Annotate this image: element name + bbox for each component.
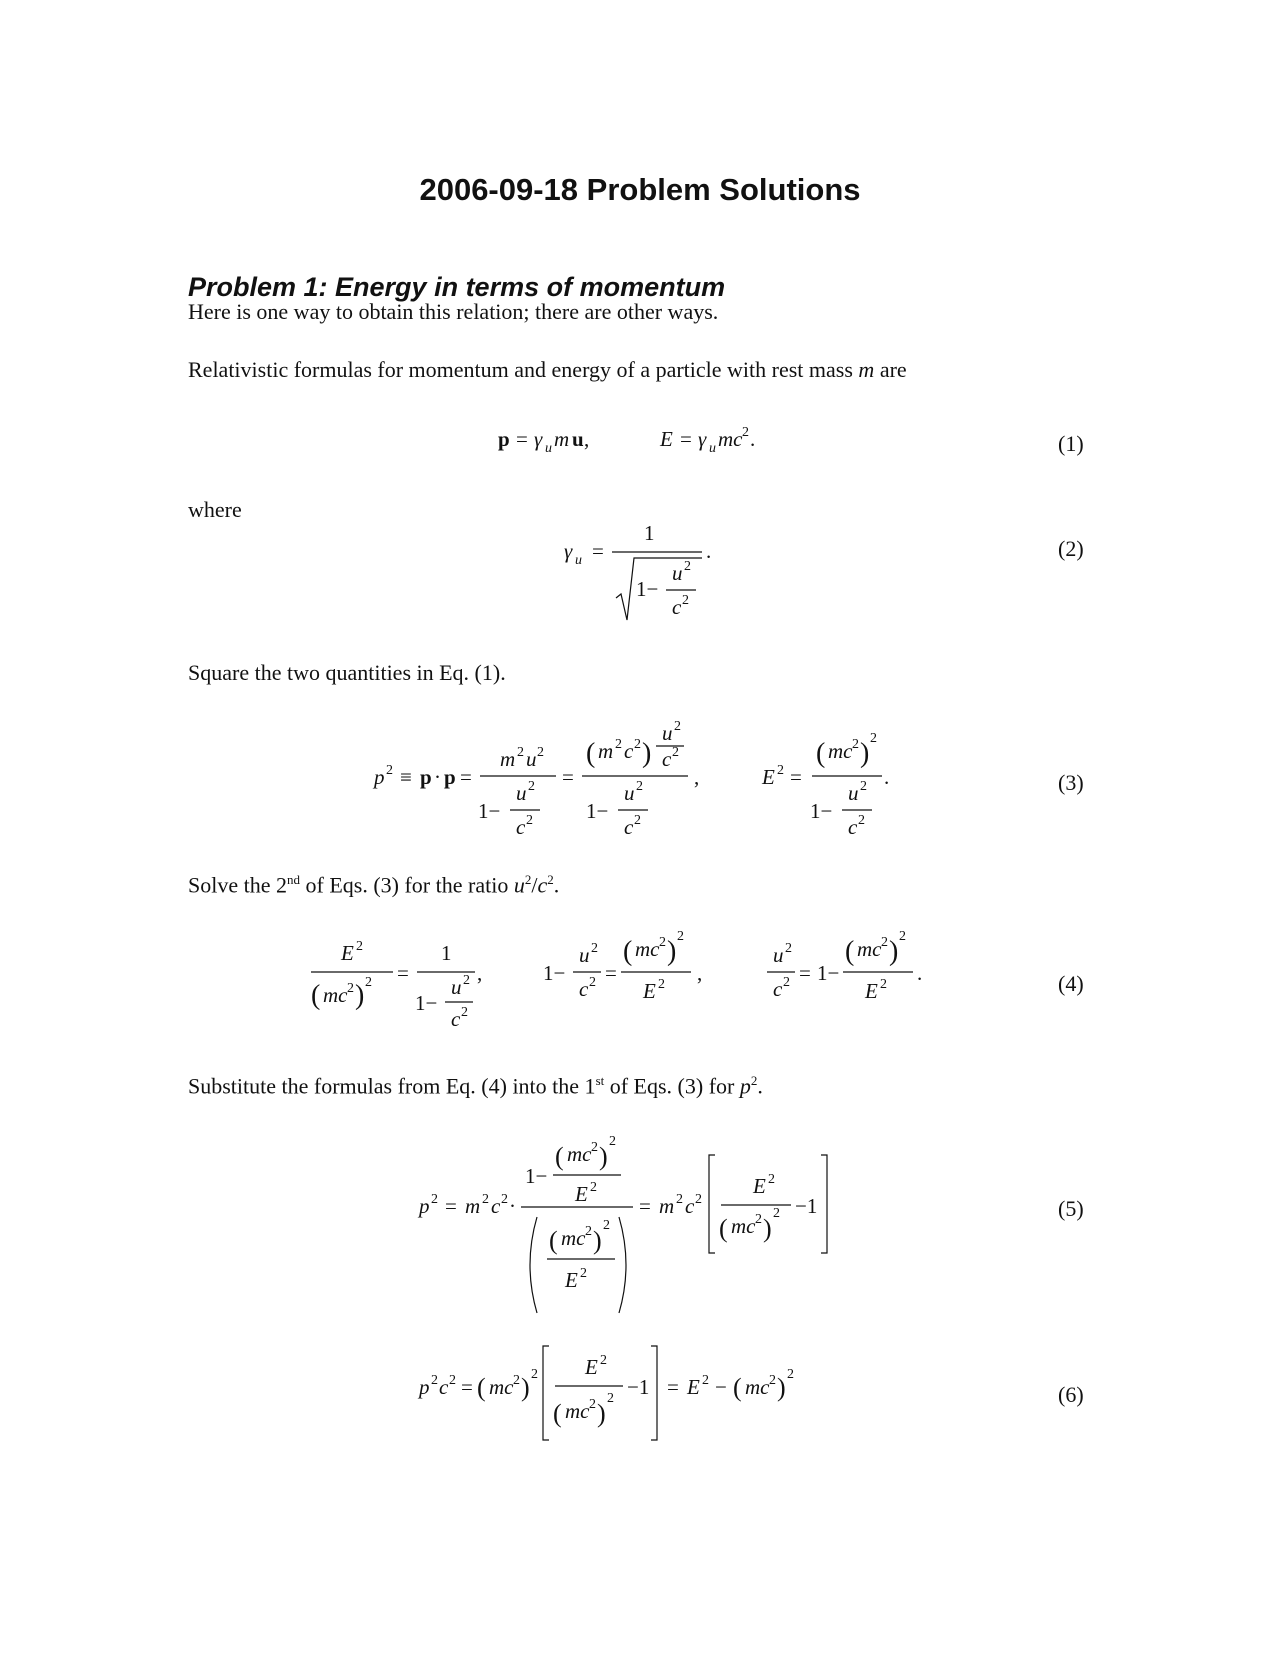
svg-text:2: 2	[870, 731, 877, 746]
svg-text:1−: 1−	[817, 961, 840, 985]
svg-text:c: c	[516, 815, 526, 839]
svg-text:2: 2	[482, 1192, 489, 1207]
svg-text:2: 2	[591, 1140, 598, 1155]
svg-text:=: =	[460, 765, 472, 789]
svg-text:−: −	[715, 1375, 727, 1399]
svg-text:u: u	[662, 721, 673, 745]
svg-text:2: 2	[769, 1373, 776, 1388]
formulas-variable: m	[858, 357, 875, 382]
svg-text:2: 2	[531, 1367, 538, 1382]
svg-text:mc: mc	[489, 1375, 514, 1399]
page-title: 2006-09-18 Problem Solutions	[419, 172, 861, 207]
svg-text:·: ·	[509, 1194, 516, 1218]
svg-text:mc: mc	[561, 1226, 586, 1250]
substitute-text-a: Substitute the formulas from Eq. (4) into the 1	[188, 1073, 596, 1099]
svg-text:2: 2	[517, 745, 524, 760]
svg-text:u: u	[516, 781, 527, 805]
svg-text:1−: 1−	[586, 799, 609, 823]
equation-number-5: (5)	[1058, 1196, 1084, 1221]
svg-text:2: 2	[365, 975, 372, 990]
svg-text:2: 2	[603, 1218, 610, 1233]
svg-text:c: c	[662, 747, 672, 771]
svg-text:(: (	[845, 936, 855, 967]
svg-text:E: E	[575, 1182, 588, 1206]
svg-text:2: 2	[431, 1373, 438, 1388]
svg-text:u: u	[526, 747, 537, 771]
svg-text:): )	[521, 1373, 530, 1402]
solve-ordinal: nd	[287, 872, 300, 887]
solve-ratio-c-exp: 2	[547, 872, 554, 887]
svg-text:2: 2	[501, 1192, 508, 1207]
svg-text:1−: 1−	[525, 1164, 548, 1188]
svg-text:2: 2	[674, 719, 681, 734]
svg-text:=: =	[562, 765, 574, 789]
svg-text:mc: mc	[731, 1214, 756, 1238]
svg-text:≡: ≡	[400, 765, 412, 789]
solve-ratio-u: u	[513, 872, 525, 898]
svg-text:2: 2	[580, 1266, 587, 1281]
svg-text:u: u	[672, 561, 683, 585]
svg-text:2: 2	[431, 1192, 438, 1207]
svg-text:,: ,	[697, 961, 703, 985]
substitute-end: .	[757, 1073, 763, 1099]
svg-text:1: 1	[644, 521, 655, 545]
svg-text:E: E	[341, 941, 354, 965]
equation-3	[370, 712, 910, 852]
svg-text:2: 2	[526, 813, 533, 828]
equation-number-3: (3)	[1058, 770, 1084, 795]
svg-text:2: 2	[755, 1212, 762, 1227]
svg-text:u: u	[579, 943, 590, 967]
svg-text:u: u	[773, 943, 784, 967]
svg-text:): )	[889, 936, 899, 967]
svg-text:2: 2	[463, 973, 470, 988]
svg-text:1−: 1−	[415, 991, 438, 1015]
solve-text-a: Solve the 2	[188, 872, 287, 898]
svg-text:2: 2	[449, 1373, 456, 1388]
svg-text:1: 1	[441, 941, 452, 965]
svg-text:p: p	[419, 1194, 430, 1218]
svg-text:2: 2	[585, 1224, 592, 1239]
svg-text:.: .	[884, 765, 890, 789]
svg-text:u: u	[451, 975, 462, 999]
svg-text:mc: mc	[565, 1399, 590, 1423]
svg-text:=: =	[667, 1375, 679, 1399]
svg-text:2: 2	[852, 737, 859, 752]
svg-text:=: =	[639, 1194, 651, 1218]
svg-text:(: (	[816, 738, 826, 769]
svg-text:2: 2	[600, 1353, 607, 1368]
svg-text:mc: mc	[857, 937, 882, 961]
svg-text:2: 2	[787, 1367, 794, 1382]
svg-text:γ: γ	[698, 427, 707, 451]
svg-text:,: ,	[694, 765, 700, 789]
svg-text:=: =	[790, 765, 802, 789]
svg-text:m: m	[659, 1194, 675, 1218]
svg-text:.: .	[917, 961, 923, 985]
svg-text:2: 2	[537, 745, 544, 760]
svg-text:u: u	[848, 781, 859, 805]
formulas-lead-text: Relativistic formulas for momentum and energy of a particle with rest mass	[188, 357, 853, 382]
svg-text:γ: γ	[564, 539, 573, 563]
svg-text:2: 2	[742, 425, 749, 440]
svg-text:p: p	[444, 765, 456, 789]
svg-text:c: c	[451, 1007, 461, 1031]
svg-text:m: m	[465, 1194, 481, 1218]
svg-text:(: (	[553, 1399, 562, 1428]
formulas-tail-text: are	[879, 357, 907, 382]
square-paragraph: Square the two quantities in Eq. (1).	[188, 660, 506, 685]
svg-text:c: c	[848, 815, 858, 839]
equation-number-6: (6)	[1058, 1382, 1084, 1407]
equation-number-1: (1)	[1058, 431, 1084, 456]
svg-text:2: 2	[528, 779, 535, 794]
equation-5	[415, 1125, 855, 1325]
svg-text:(: (	[555, 1142, 564, 1171]
svg-text:−1: −1	[795, 1194, 818, 1218]
svg-text:1−: 1−	[810, 799, 833, 823]
svg-text:1−: 1−	[636, 577, 659, 601]
svg-text:(: (	[477, 1373, 486, 1402]
svg-text:.: .	[706, 539, 712, 563]
svg-text:mc: mc	[567, 1142, 592, 1166]
svg-text:=: =	[461, 1375, 473, 1399]
svg-text:2: 2	[677, 929, 684, 944]
svg-text:mc: mc	[745, 1375, 770, 1399]
svg-text:2: 2	[347, 981, 354, 996]
svg-text:c: c	[439, 1375, 449, 1399]
svg-text:2: 2	[589, 975, 596, 990]
svg-text:2: 2	[880, 977, 887, 992]
svg-text:m: m	[500, 747, 516, 771]
substitute-exponent: 2	[750, 1073, 758, 1088]
problem-heading: Problem 1: Energy in terms of momentum	[188, 272, 726, 302]
solve-end: .	[553, 872, 560, 898]
svg-text:): )	[593, 1226, 602, 1255]
svg-text:2: 2	[634, 813, 641, 828]
svg-text:2: 2	[461, 1005, 468, 1020]
svg-text:(: (	[311, 980, 321, 1011]
svg-text:): )	[355, 980, 365, 1011]
svg-text:u: u	[572, 427, 584, 451]
svg-text:=: =	[516, 427, 528, 451]
svg-text:,: ,	[584, 427, 590, 451]
svg-text:2: 2	[676, 1192, 683, 1207]
equation-2	[560, 520, 730, 630]
svg-text:2: 2	[634, 737, 641, 752]
svg-text:c: c	[624, 815, 634, 839]
equation-1	[480, 418, 800, 458]
solve-ratio-slash: /	[531, 872, 538, 898]
svg-text:2: 2	[881, 935, 888, 950]
svg-text:2: 2	[672, 745, 679, 760]
svg-text:·: ·	[434, 765, 441, 789]
svg-text:=: =	[445, 1194, 457, 1218]
svg-text:2: 2	[899, 929, 906, 944]
svg-text:c: c	[624, 739, 634, 763]
equation-number-2: (2)	[1058, 536, 1084, 561]
svg-text:(: (	[733, 1373, 742, 1402]
svg-text:2: 2	[684, 559, 691, 574]
svg-text:2: 2	[777, 763, 784, 778]
svg-text:2: 2	[785, 941, 792, 956]
svg-text:2: 2	[615, 737, 622, 752]
svg-text:1−: 1−	[543, 961, 566, 985]
substitute-paragraph	[188, 1073, 763, 1099]
svg-text:p: p	[498, 427, 510, 451]
svg-text:c: c	[579, 977, 589, 1001]
svg-text:): )	[860, 738, 870, 769]
svg-text:1−: 1−	[478, 799, 501, 823]
svg-text:E: E	[565, 1268, 578, 1292]
svg-text:2: 2	[773, 1206, 780, 1221]
svg-text:(: (	[719, 1214, 728, 1243]
svg-text:=: =	[605, 961, 617, 985]
svg-text:): )	[667, 936, 677, 967]
svg-text:=: =	[397, 961, 409, 985]
svg-text:γ: γ	[534, 427, 543, 451]
svg-text:E: E	[753, 1174, 766, 1198]
svg-text:mc: mc	[828, 739, 853, 763]
svg-text:c: c	[491, 1194, 501, 1218]
svg-text:.: .	[750, 427, 756, 451]
svg-text:2: 2	[658, 977, 665, 992]
svg-text:2: 2	[768, 1172, 775, 1187]
svg-text:p: p	[419, 1375, 430, 1399]
substitute-variable: p	[739, 1073, 751, 1099]
svg-text:,: ,	[477, 961, 483, 985]
svg-text:c: c	[773, 977, 783, 1001]
svg-text:u: u	[709, 441, 716, 456]
intro-paragraph: Here is one way to obtain this relation; there are other ways.	[188, 299, 719, 324]
solve-ratio-c: c	[537, 872, 548, 898]
svg-text:2: 2	[356, 939, 363, 954]
svg-text:2: 2	[589, 1397, 596, 1412]
svg-text:−1: −1	[627, 1375, 650, 1399]
svg-text:): )	[763, 1214, 772, 1243]
svg-text:u: u	[575, 553, 582, 568]
svg-text:=: =	[799, 961, 811, 985]
svg-text:2: 2	[702, 1373, 709, 1388]
svg-text:mc: mc	[323, 983, 348, 1007]
svg-text:2: 2	[386, 763, 393, 778]
equation-4	[305, 922, 985, 1042]
svg-text:2: 2	[636, 779, 643, 794]
equation-number-4: (4)	[1058, 971, 1084, 996]
svg-text:2: 2	[607, 1391, 614, 1406]
svg-text:2: 2	[609, 1134, 616, 1149]
svg-text:u: u	[624, 781, 635, 805]
svg-text:2: 2	[513, 1373, 520, 1388]
svg-text:2: 2	[783, 975, 790, 990]
svg-text:E: E	[762, 765, 775, 789]
svg-text:): )	[777, 1373, 786, 1402]
formulas-paragraph	[188, 357, 907, 383]
svg-text:m: m	[598, 739, 614, 763]
svg-text:c: c	[685, 1194, 695, 1218]
svg-text:m: m	[554, 427, 570, 451]
svg-text:c: c	[672, 595, 682, 619]
svg-text:2: 2	[659, 935, 666, 950]
svg-text:mc: mc	[635, 937, 660, 961]
svg-text:(: (	[623, 936, 633, 967]
svg-text:2: 2	[858, 813, 865, 828]
solve-text-b: of Eqs. (3) for the ratio	[300, 872, 514, 898]
svg-text:2: 2	[860, 779, 867, 794]
solve-ratio-u-exp: 2	[524, 872, 532, 887]
svg-text:): )	[599, 1142, 608, 1171]
svg-text:E: E	[865, 979, 878, 1003]
svg-text:2: 2	[591, 941, 598, 956]
svg-text:u: u	[545, 441, 552, 456]
svg-text:(: (	[586, 738, 596, 769]
where-text: where	[188, 497, 242, 522]
svg-text:(: (	[549, 1226, 558, 1255]
svg-text:=: =	[680, 427, 692, 451]
equation-6	[415, 1340, 855, 1450]
svg-text:2: 2	[682, 593, 689, 608]
substitute-text-b: of Eqs. (3) for	[604, 1073, 740, 1099]
svg-text:): )	[597, 1399, 606, 1428]
svg-text:2: 2	[695, 1192, 702, 1207]
svg-text:p: p	[374, 765, 385, 789]
svg-text:mc: mc	[718, 427, 743, 451]
svg-text:E: E	[687, 1375, 700, 1399]
solve-paragraph	[188, 872, 559, 898]
svg-text:2: 2	[590, 1180, 597, 1195]
substitute-ordinal: st	[595, 1073, 605, 1088]
svg-text:): )	[642, 738, 652, 769]
svg-text:=: =	[592, 539, 604, 563]
svg-text:E: E	[643, 979, 656, 1003]
svg-text:E: E	[585, 1355, 598, 1379]
svg-text:p: p	[420, 765, 432, 789]
svg-text:E: E	[660, 427, 673, 451]
